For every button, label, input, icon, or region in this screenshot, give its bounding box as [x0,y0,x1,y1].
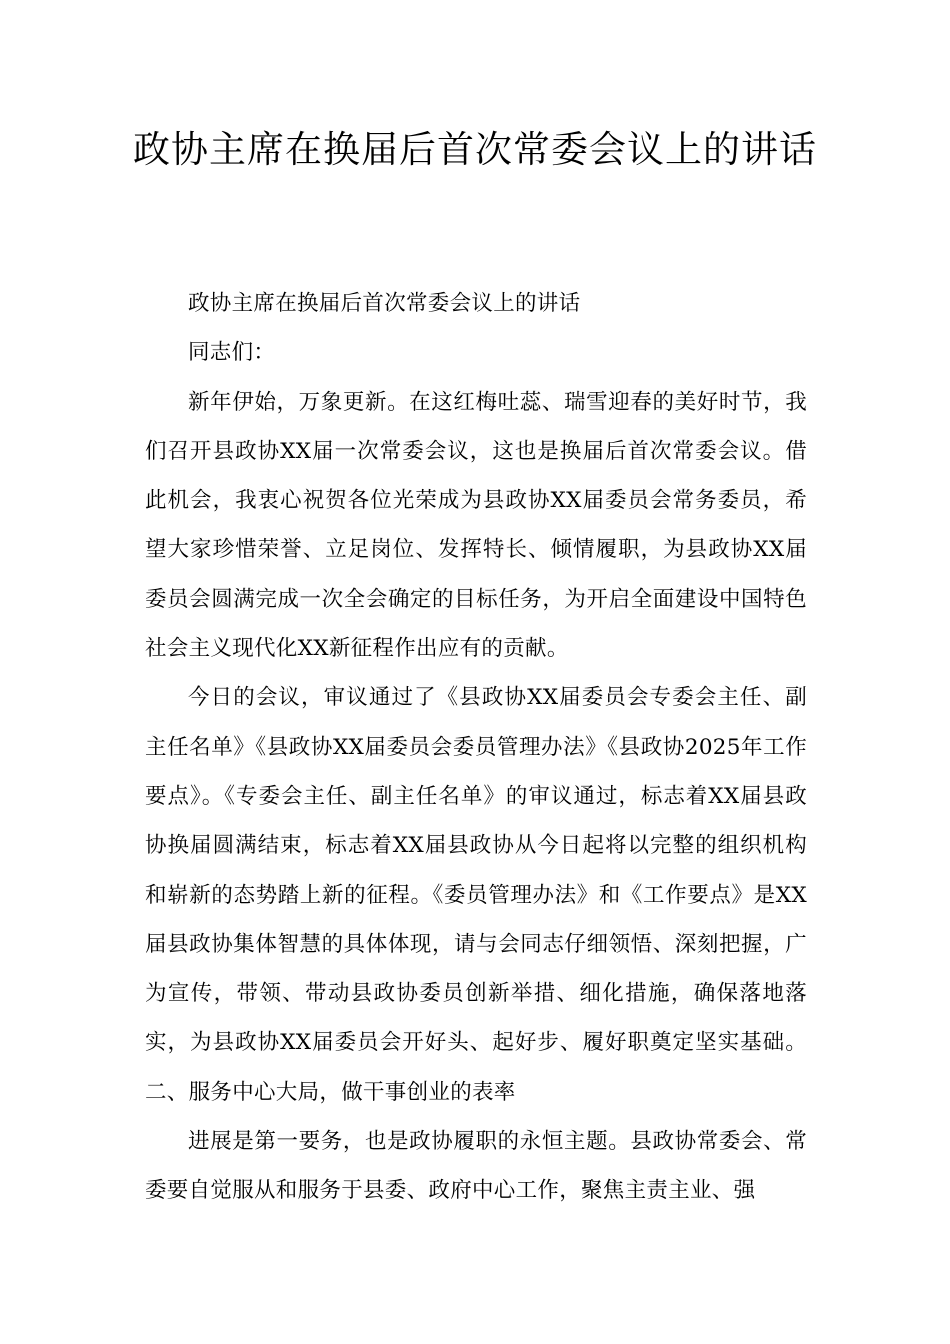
paragraph-meeting-review: 今日的会议，审议通过了《县政协XX届委员会专委会主任、副主任名单》《县政协XX届委员会委员管理办法》《县政协2025年工作要点》。《专委会主任、副主任名单》的审议通过，标志着XX届县政协换届圆满结束，标志着XX届县政协从今日起将以完整的组织机构和崭新的态势踏上新的征程。《委员管理办法》和《工作要点》是XX届县政协集体智慧的具体体现，请与会同志仔细领悟、深刻把握，广为宣传，带领、带动县政协委员创新举措、细化措施，确保落地落实，为县政协XX届委员会开好头、起好步、履好职奠定坚实基础。二、服务中心大局，做干事创业的表率 [145,685,807,1105]
document-body [145,279,807,1216]
document-title: 政协主席在换届后首次常委会议上的讲话 [133,128,817,171]
paragraph-opening: 新年伊始，万象更新。在这红梅吐蕊、瑞雪迎春的美好时节，我们召开县政协XX届一次常委会议，这也是换届后首次常委会议。借此机会，我衷心祝贺各位光荣成为县政协XX届委员会常务委员，希望大家珍惜荣誉、立足岗位、发挥特长、倾情履职，为县政协XX届委员会圆满完成一次全会确定的目标任务，为开启全面建设中国特色社会主义现代化XX新征程作出应有的贡献。 [145,389,807,662]
paragraph-development: 进展是第一要务，也是政协履职的永恒主题。县政协常委会、常委要自觉服从和服务于县委、政府中心工作，聚焦主责主业、强 [145,1129,807,1204]
paragraph-salutation: 同志们： [188,340,276,366]
paragraph-subtitle: 政协主席在换届后首次常委会议上的讲话 [188,291,581,316]
